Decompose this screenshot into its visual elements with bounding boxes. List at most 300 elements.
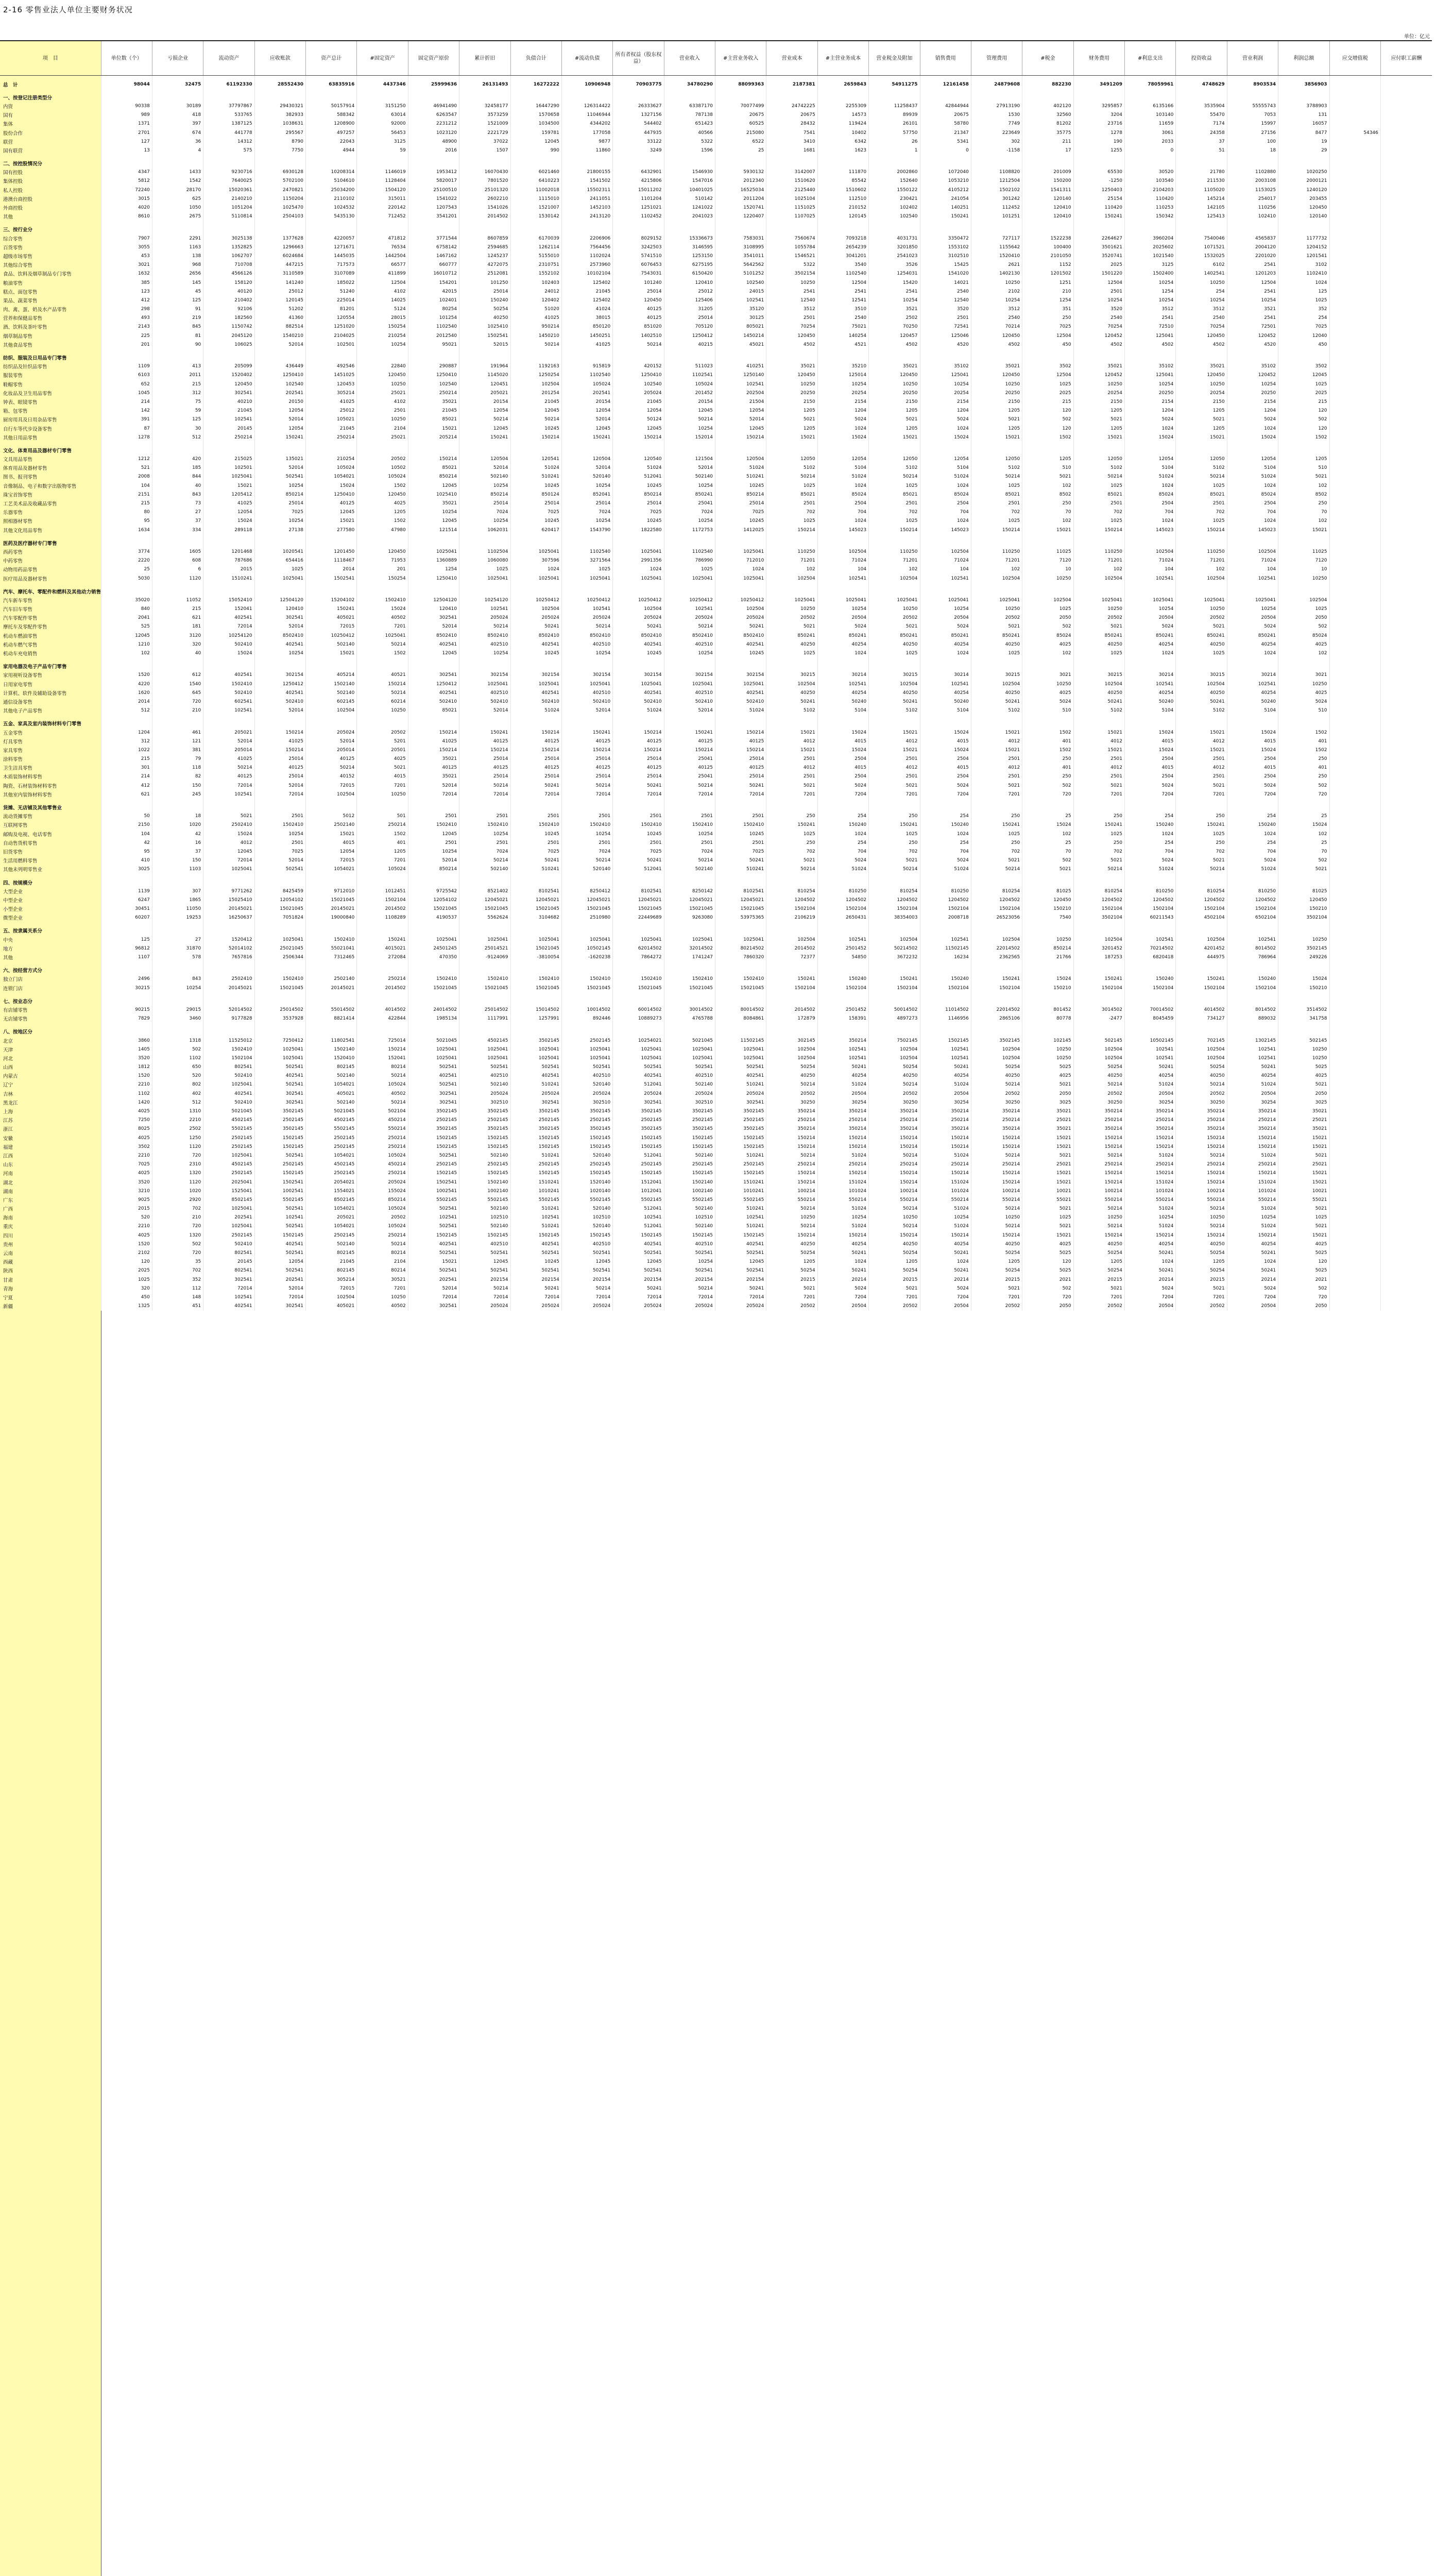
table-cell: 15024 <box>817 745 868 754</box>
table-cell: 5021 <box>1176 622 1227 631</box>
spacer-cell <box>1329 962 1380 966</box>
table-cell: 2502145 <box>510 1116 561 1125</box>
spacer-cell <box>766 1023 817 1027</box>
table-cell: 25021 <box>1278 1116 1329 1125</box>
table-cell: 42015 <box>408 287 459 296</box>
table-cell: 205014 <box>203 745 254 754</box>
table-cell <box>561 353 612 362</box>
table-cell: 51024 <box>613 706 664 715</box>
spacer-cell <box>1329 349 1380 353</box>
table-cell <box>1227 225 1278 234</box>
table-cell: 1502145 <box>715 1231 766 1240</box>
table-cell: 40250 <box>1176 640 1227 649</box>
table-cell: 1025041 <box>664 1054 715 1062</box>
table-cell: 102510 <box>664 1213 715 1222</box>
table-cell: 2501452 <box>817 1005 868 1014</box>
table-cell: 40125 <box>306 499 357 507</box>
table-cell <box>1329 671 1380 680</box>
table-cell: 1546521 <box>766 251 817 260</box>
table-cell: 12045021 <box>613 895 664 904</box>
table-cell <box>869 719 920 728</box>
table-cell: 1205412 <box>203 490 254 499</box>
table-cell: 63387170 <box>664 101 715 110</box>
spacer-cell <box>306 442 357 446</box>
table-cell: 250214 <box>1176 1160 1227 1169</box>
table-cell: 10254 <box>664 424 715 433</box>
spacer-cell <box>715 874 766 878</box>
table-cell: 51202 <box>254 305 305 314</box>
table-cell: 802541 <box>203 1063 254 1072</box>
table-cell: 5024 <box>1227 856 1278 865</box>
column-header: 负债合计 <box>510 41 561 76</box>
table-cell <box>766 966 817 975</box>
table-cell: 8502410 <box>408 631 459 640</box>
table-cell: 25014502 <box>459 1005 510 1014</box>
table-cell <box>1176 803 1227 811</box>
table-cell: 3502145 <box>971 1036 1022 1045</box>
table-cell: 850214 <box>613 490 664 499</box>
spacer-cell <box>1022 1023 1073 1027</box>
table-cell: 150214 <box>664 745 715 754</box>
table-cell: 250214 <box>1227 1116 1278 1125</box>
spacer-cell <box>306 89 357 93</box>
table-cell <box>1380 314 1432 323</box>
table-cell: 102541 <box>920 935 971 944</box>
spacer-cell <box>817 534 868 538</box>
table-cell: 150214 <box>971 1178 1022 1187</box>
table-cell: 1541502 <box>561 177 612 185</box>
table-cell: 502541 <box>408 1205 459 1213</box>
row-label: 地方 <box>0 944 101 953</box>
table-cell <box>1380 587 1432 596</box>
table-cell: 2504103 <box>254 212 305 221</box>
table-cell: 1402541 <box>1176 269 1227 278</box>
table-cell: 40250 <box>1073 1072 1124 1080</box>
row-label: 西藏 <box>0 1258 101 1266</box>
row-label: 珠宝首饰零售 <box>0 490 101 499</box>
spacer-cell <box>408 962 459 966</box>
table-cell: 5021 <box>1278 1222 1329 1231</box>
spacer-cell <box>152 799 203 803</box>
table-cell: 70 <box>1022 508 1073 517</box>
table-cell: 37797867 <box>203 101 254 110</box>
table-cell: 31205 <box>664 305 715 314</box>
table-cell <box>869 538 920 547</box>
table-cell: 50241 <box>613 1284 664 1293</box>
table-cell: 1208900 <box>306 120 357 128</box>
table-cell: 50254 <box>1073 1266 1124 1275</box>
table-cell <box>1125 966 1176 975</box>
table-cell: 150241 <box>254 433 305 442</box>
table-cell: 1205 <box>1176 1258 1227 1266</box>
table-cell: 1025041 <box>459 574 510 583</box>
table-cell: 104 <box>1227 565 1278 574</box>
table-cell: 20250 <box>971 388 1022 397</box>
table-cell <box>459 1027 510 1036</box>
spacer-cell <box>971 658 1022 662</box>
table-cell: 15021 <box>1022 1169 1073 1178</box>
table-cell: 10250 <box>1022 935 1073 944</box>
table-cell: 1024 <box>1227 517 1278 526</box>
table-cell: 4015 <box>1227 764 1278 772</box>
table-cell <box>1073 353 1124 362</box>
table-cell <box>1176 719 1227 728</box>
table-cell: 1025041 <box>561 1054 612 1062</box>
table-cell <box>1022 446 1073 454</box>
table-cell: 350214 <box>920 1125 971 1133</box>
spacer-cell <box>306 799 357 803</box>
table-cell: 704 <box>1227 847 1278 856</box>
spacer-cell <box>1022 992 1073 996</box>
table-cell <box>613 93 664 101</box>
table-cell: 72014 <box>715 790 766 799</box>
spacer-cell <box>357 583 408 587</box>
table-cell: 30250 <box>766 1098 817 1107</box>
table-cell <box>1329 278 1380 287</box>
table-cell: 55021 <box>1278 1195 1329 1204</box>
table-cell: 7204 <box>817 1293 868 1301</box>
table-cell <box>766 926 817 935</box>
table-cell: 15021045 <box>561 905 612 913</box>
table-row <box>0 697 1432 706</box>
table-cell <box>817 966 868 975</box>
table-cell: 1502 <box>1278 728 1329 737</box>
table-cell: 1212 <box>101 455 152 464</box>
table-cell: 15021 <box>766 745 817 754</box>
table-cell: 2210 <box>101 1151 152 1160</box>
table-cell: 1025041 <box>664 574 715 583</box>
table-cell <box>1380 745 1432 754</box>
table-cell: 50214 <box>971 1205 1022 1213</box>
spacer-cell <box>1073 1023 1124 1027</box>
table-cell: 72015 <box>306 1284 357 1293</box>
table-cell <box>1227 93 1278 101</box>
table-cell <box>1329 194 1380 203</box>
table-cell: 14021 <box>920 278 971 287</box>
table-row <box>0 261 1432 269</box>
table-cell: 120450 <box>1278 895 1329 904</box>
table-cell <box>1329 225 1380 234</box>
table-cell: 100214 <box>766 1187 817 1195</box>
table-cell: 402510 <box>561 688 612 697</box>
table-cell: 30215 <box>971 671 1022 680</box>
table-cell <box>408 662 459 671</box>
column-header: 资产总计 <box>306 41 357 76</box>
table-cell: 10021 <box>1278 1187 1329 1195</box>
table-cell: 50214 <box>1073 865 1124 874</box>
table-cell <box>408 587 459 596</box>
table-cell: 802 <box>152 1080 203 1089</box>
table-cell: 850214 <box>408 472 459 481</box>
table-cell: 6758142 <box>408 243 459 251</box>
table-cell: 15021045 <box>510 905 561 913</box>
table-cell: 402510 <box>561 640 612 649</box>
spacer-cell <box>1380 874 1432 878</box>
table-cell: 202541 <box>254 388 305 397</box>
table-cell: 15024 <box>203 829 254 838</box>
table-cell <box>510 966 561 975</box>
table-cell <box>1380 1222 1432 1231</box>
table-cell <box>1329 446 1380 454</box>
table-cell: 51024 <box>1227 1205 1278 1213</box>
table-cell: 10254 <box>254 517 305 526</box>
table-cell: -1250 <box>1073 177 1124 185</box>
table-cell: 8029152 <box>613 234 664 243</box>
table-cell <box>1380 688 1432 697</box>
table-cell: 10245 <box>510 424 561 433</box>
table-cell: 2541 <box>869 287 920 296</box>
table-cell: 150214 <box>766 526 817 534</box>
table-cell <box>869 159 920 168</box>
table-cell <box>1329 1293 1380 1301</box>
table-cell <box>1380 596 1432 604</box>
spacer-cell <box>510 1023 561 1027</box>
table-cell: 7201 <box>971 1293 1022 1301</box>
table-cell: 2502 <box>869 314 920 323</box>
table-cell: 202541 <box>254 1275 305 1284</box>
table-cell: 250 <box>1022 755 1073 764</box>
table-cell: 70903775 <box>613 80 664 89</box>
table-cell: 210152 <box>817 203 868 212</box>
table-cell: 1025 <box>971 829 1022 838</box>
table-cell: 6410223 <box>510 177 561 185</box>
table-cell: 105024 <box>306 464 357 472</box>
table-cell: 315011 <box>357 194 408 203</box>
table-cell: 1253150 <box>664 251 715 260</box>
table-cell: 2025 <box>1022 388 1073 397</box>
spacer-cell <box>459 534 510 538</box>
table-cell: 5021 <box>766 622 817 631</box>
table-cell <box>357 159 408 168</box>
table-cell: 5642562 <box>715 261 766 269</box>
table-cell: 3502145 <box>408 1107 459 1115</box>
table-cell: 150241 <box>1073 821 1124 829</box>
table-cell: 10254 <box>1125 1213 1176 1222</box>
table-cell: 1025041 <box>561 935 612 944</box>
table-cell: 4201452 <box>1176 944 1227 953</box>
table-cell: 15024 <box>920 728 971 737</box>
table-cell: 241054 <box>920 194 971 203</box>
table-cell: 35021 <box>408 772 459 781</box>
table-cell: 250214 <box>1125 1160 1176 1169</box>
table-cell: 71024 <box>920 556 971 565</box>
table-cell: 2502145 <box>613 1116 664 1125</box>
table-cell: 10254 <box>664 649 715 657</box>
table-cell: 2541023 <box>869 251 920 260</box>
table-cell: 1502145 <box>254 1142 305 1151</box>
table-cell: 72014 <box>408 1293 459 1301</box>
table-cell <box>1380 1072 1432 1080</box>
spacer-cell <box>561 715 612 719</box>
table-cell: 1502145 <box>613 1133 664 1142</box>
table-cell: 2501 <box>766 314 817 323</box>
spacer-cell <box>715 221 766 225</box>
table-cell: 2025 <box>1073 261 1124 269</box>
table-cell: 50254 <box>1176 1248 1227 1257</box>
table-cell <box>1380 101 1432 110</box>
table-cell: 5104 <box>817 464 868 472</box>
table-cell <box>357 966 408 975</box>
spacer-row <box>0 442 1432 446</box>
table-cell: 1502410 <box>408 821 459 829</box>
table-cell: 2210 <box>152 1116 203 1125</box>
table-cell: 1107025 <box>766 212 817 221</box>
table-cell: 1502145 <box>254 1231 305 1240</box>
spacer-cell <box>254 799 305 803</box>
table-cell: 3540 <box>817 261 868 269</box>
table-cell <box>817 538 868 547</box>
spacer-cell <box>817 715 868 719</box>
table-cell: 1025 <box>1176 829 1227 838</box>
table-cell: 50241 <box>715 781 766 790</box>
table-cell: 1543790 <box>561 526 612 534</box>
table-cell: 51024 <box>510 464 561 472</box>
table-row <box>0 526 1432 534</box>
table-cell <box>664 966 715 975</box>
table-cell: 1201541 <box>1278 251 1329 260</box>
table-cell <box>152 587 203 596</box>
table-cell: 25014 <box>459 287 510 296</box>
table-cell: 5021 <box>1073 781 1124 790</box>
table-cell <box>766 996 817 1005</box>
table-cell <box>664 878 715 887</box>
table-cell: 150254 <box>357 574 408 583</box>
table-cell: 5502145 <box>510 1195 561 1204</box>
table-cell: 10250 <box>1278 1045 1329 1054</box>
table-cell: 850120 <box>561 323 612 331</box>
table-cell <box>1329 587 1380 596</box>
table-cell <box>1022 803 1073 811</box>
table-cell: 10014502 <box>561 1005 612 1014</box>
row-label: 工艺美术品及收藏品零售 <box>0 499 101 507</box>
table-cell: 1062031 <box>459 526 510 534</box>
table-cell: 150241 <box>561 433 612 442</box>
table-cell: 2206906 <box>561 234 612 243</box>
table-cell: 120504 <box>715 455 766 464</box>
table-cell: 5021 <box>1073 856 1124 865</box>
table-row <box>0 380 1432 388</box>
table-cell: 50214 <box>357 640 408 649</box>
spacer-row <box>0 715 1432 719</box>
table-cell: 215025 <box>203 455 254 464</box>
table-cell: 102541 <box>408 1213 459 1222</box>
row-label: 箱、包零售 <box>0 406 101 415</box>
table-cell <box>408 996 459 1005</box>
table-cell: 10250 <box>1022 1054 1073 1062</box>
table-cell: 55014502 <box>306 1005 357 1014</box>
table-cell: 1045 <box>101 388 152 397</box>
spacer-cell <box>357 658 408 662</box>
table-cell: 150210 <box>1022 905 1073 913</box>
spacer-cell <box>613 962 664 966</box>
table-cell: 102541 <box>1125 574 1176 583</box>
row-label: 中药零售 <box>0 556 101 565</box>
table-cell: 50214 <box>1073 472 1124 481</box>
table-cell: 1 <box>869 146 920 155</box>
table-row <box>0 323 1432 331</box>
table-cell: 350214 <box>1073 1107 1124 1115</box>
table-cell: 50241 <box>613 856 664 865</box>
table-cell <box>101 587 152 596</box>
table-cell: 1025041 <box>203 1151 254 1160</box>
column-header: 营业收入 <box>664 41 715 76</box>
table-cell: 3512 <box>971 305 1022 314</box>
column-header: #固定资产 <box>357 41 408 76</box>
table-cell: 6135166 <box>1125 101 1176 110</box>
spacer-cell <box>1073 658 1124 662</box>
table-cell: 101240 <box>613 278 664 287</box>
table-row <box>0 168 1432 177</box>
table-cell: 1102541 <box>664 371 715 380</box>
table-cell: 15024 <box>817 728 868 737</box>
spacer-cell <box>817 442 868 446</box>
table-cell: 50014502 <box>869 1005 920 1014</box>
table-cell <box>1278 159 1329 168</box>
table-cell: 20214 <box>1227 1275 1278 1284</box>
table-cell: 19 <box>1278 137 1329 146</box>
spacer-cell <box>357 442 408 446</box>
table-cell: 121504 <box>664 455 715 464</box>
table-cell: 612 <box>152 671 203 680</box>
table-cell: 1025041 <box>715 1045 766 1054</box>
spacer-cell <box>715 76 766 80</box>
table-cell: 15021 <box>1022 1178 1073 1187</box>
spacer-cell <box>459 992 510 996</box>
table-cell: 50241 <box>510 1284 561 1293</box>
table-row <box>0 649 1432 657</box>
table-cell: 250214 <box>1073 1160 1124 1169</box>
table-cell: 102504 <box>510 380 561 388</box>
table-cell <box>1329 1089 1380 1098</box>
table-cell: 11046944 <box>561 111 612 120</box>
table-cell: 102504 <box>766 935 817 944</box>
table-cell: 7201 <box>357 781 408 790</box>
table-cell: 402510 <box>561 1072 612 1080</box>
table-cell: 50241 <box>1125 1266 1176 1275</box>
table-cell: 5025 <box>1278 1063 1329 1072</box>
table-cell <box>920 159 971 168</box>
table-cell: 105024 <box>357 865 408 874</box>
table-cell: 102541 <box>920 680 971 688</box>
table-cell: 1251020 <box>306 323 357 331</box>
table-cell <box>869 803 920 811</box>
table-cell: 125041 <box>1125 331 1176 340</box>
table-row <box>0 1045 1432 1054</box>
table-cell: 3520 <box>101 1054 152 1062</box>
table-cell: 150214 <box>715 745 766 754</box>
table-cell: 5021 <box>869 415 920 424</box>
table-cell: 6024684 <box>254 251 305 260</box>
table-cell: 1554021 <box>306 1187 357 1195</box>
table-cell: 492546 <box>306 362 357 371</box>
table-cell: 12045 <box>459 424 510 433</box>
table-cell: 1510241 <box>203 574 254 583</box>
table-cell: 53975365 <box>715 913 766 922</box>
table-cell: 12054 <box>1227 455 1278 464</box>
table-cell: 5021 <box>1073 1284 1124 1293</box>
spacer-cell <box>817 89 868 93</box>
spacer-cell <box>1176 658 1227 662</box>
table-cell: 1025470 <box>254 203 305 212</box>
table-cell: 7025 <box>510 508 561 517</box>
table-cell: 150214 <box>1176 1178 1227 1187</box>
table-cell: 502 <box>1278 856 1329 865</box>
table-cell: 72240 <box>101 185 152 194</box>
table-cell <box>1022 996 1073 1005</box>
spacer-row <box>0 799 1432 803</box>
table-cell: 502140 <box>664 865 715 874</box>
table-cell: 1502104 <box>869 984 920 992</box>
